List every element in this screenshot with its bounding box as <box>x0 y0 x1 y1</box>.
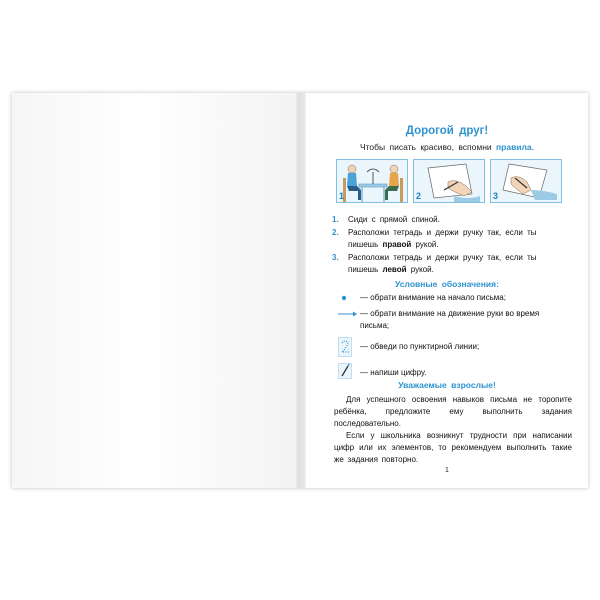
adults-paragraph-2: Если у школьника возникнут трудности при написании цифр или их элементов, то рекомендуем выполнить такие же задания повторно. <box>334 431 572 464</box>
legend-text: — обрати внимание на движение руки во время письма; <box>360 309 540 330</box>
subtitle-highlight: правила <box>496 142 532 152</box>
dot-icon <box>338 292 358 304</box>
page-subtitle <box>306 142 588 152</box>
rule-number: 1. <box>332 215 339 224</box>
notebook-hand-pen-icon <box>414 160 485 203</box>
notebook-hand-pen-tilted-icon <box>491 160 562 203</box>
book-spread <box>12 93 588 488</box>
rule-item-1 <box>332 214 568 227</box>
illustration-panel-3 <box>490 159 562 203</box>
legend-item-dotted <box>338 335 568 363</box>
panel-number: 2 <box>416 191 422 201</box>
illustration-panel-1 <box>336 159 408 203</box>
rule-text: Сиди с прямой спиной. <box>348 215 440 224</box>
left-page <box>12 93 300 488</box>
right-page <box>306 93 588 488</box>
page-number: 1 <box>445 467 449 474</box>
arrow-icon <box>338 308 358 320</box>
write-digit-icon <box>338 363 358 379</box>
subtitle-end: . <box>531 142 535 152</box>
legend-list <box>338 292 568 385</box>
rule-number: 3. <box>332 252 339 262</box>
rule-item-2 <box>332 227 568 252</box>
dotted-digit-icon <box>338 337 358 357</box>
rule-text: Расположи тетрадь и держи ручку так, если ты пишешь <box>348 252 537 274</box>
panel-number: 1 <box>339 191 345 201</box>
rule-illustrations <box>336 159 562 203</box>
rule-bold-word: левой <box>382 265 407 274</box>
legend-title: Условные обозначения: <box>395 279 499 289</box>
rules-list <box>332 214 568 277</box>
rule-item-3 <box>332 252 568 277</box>
adults-paragraph-1: Для успешного освоения навыков письма не торопите ребёнка, предложите ему выполнить задания последовательно. <box>334 395 572 428</box>
legend-text: — обведи по пунктирной линии; <box>360 342 480 351</box>
adults-title: Уважаемые взрослые! <box>398 380 496 390</box>
illustration-panel-2 <box>413 159 485 203</box>
page-title: Дорогой друг! <box>405 125 489 137</box>
children-at-desk-icon <box>337 160 408 203</box>
rule-number: 2. <box>332 227 339 237</box>
rule-text: Расположи тетрадь и держи ручку так, если ты пишешь <box>348 227 537 249</box>
rule-text-end: рукой. <box>406 265 434 274</box>
legend-text: — напиши цифру. <box>360 368 427 377</box>
subtitle-text: Чтобы писать красиво, вспомни <box>359 142 497 152</box>
rule-text-end: рукой. <box>411 240 439 249</box>
legend-item-arrow <box>338 308 568 335</box>
legend-item-dot <box>338 292 568 306</box>
rule-bold-word: правой <box>382 240 412 249</box>
legend-text: — обрати внимание на начало письма; <box>360 293 506 302</box>
panel-number: 3 <box>493 191 499 201</box>
